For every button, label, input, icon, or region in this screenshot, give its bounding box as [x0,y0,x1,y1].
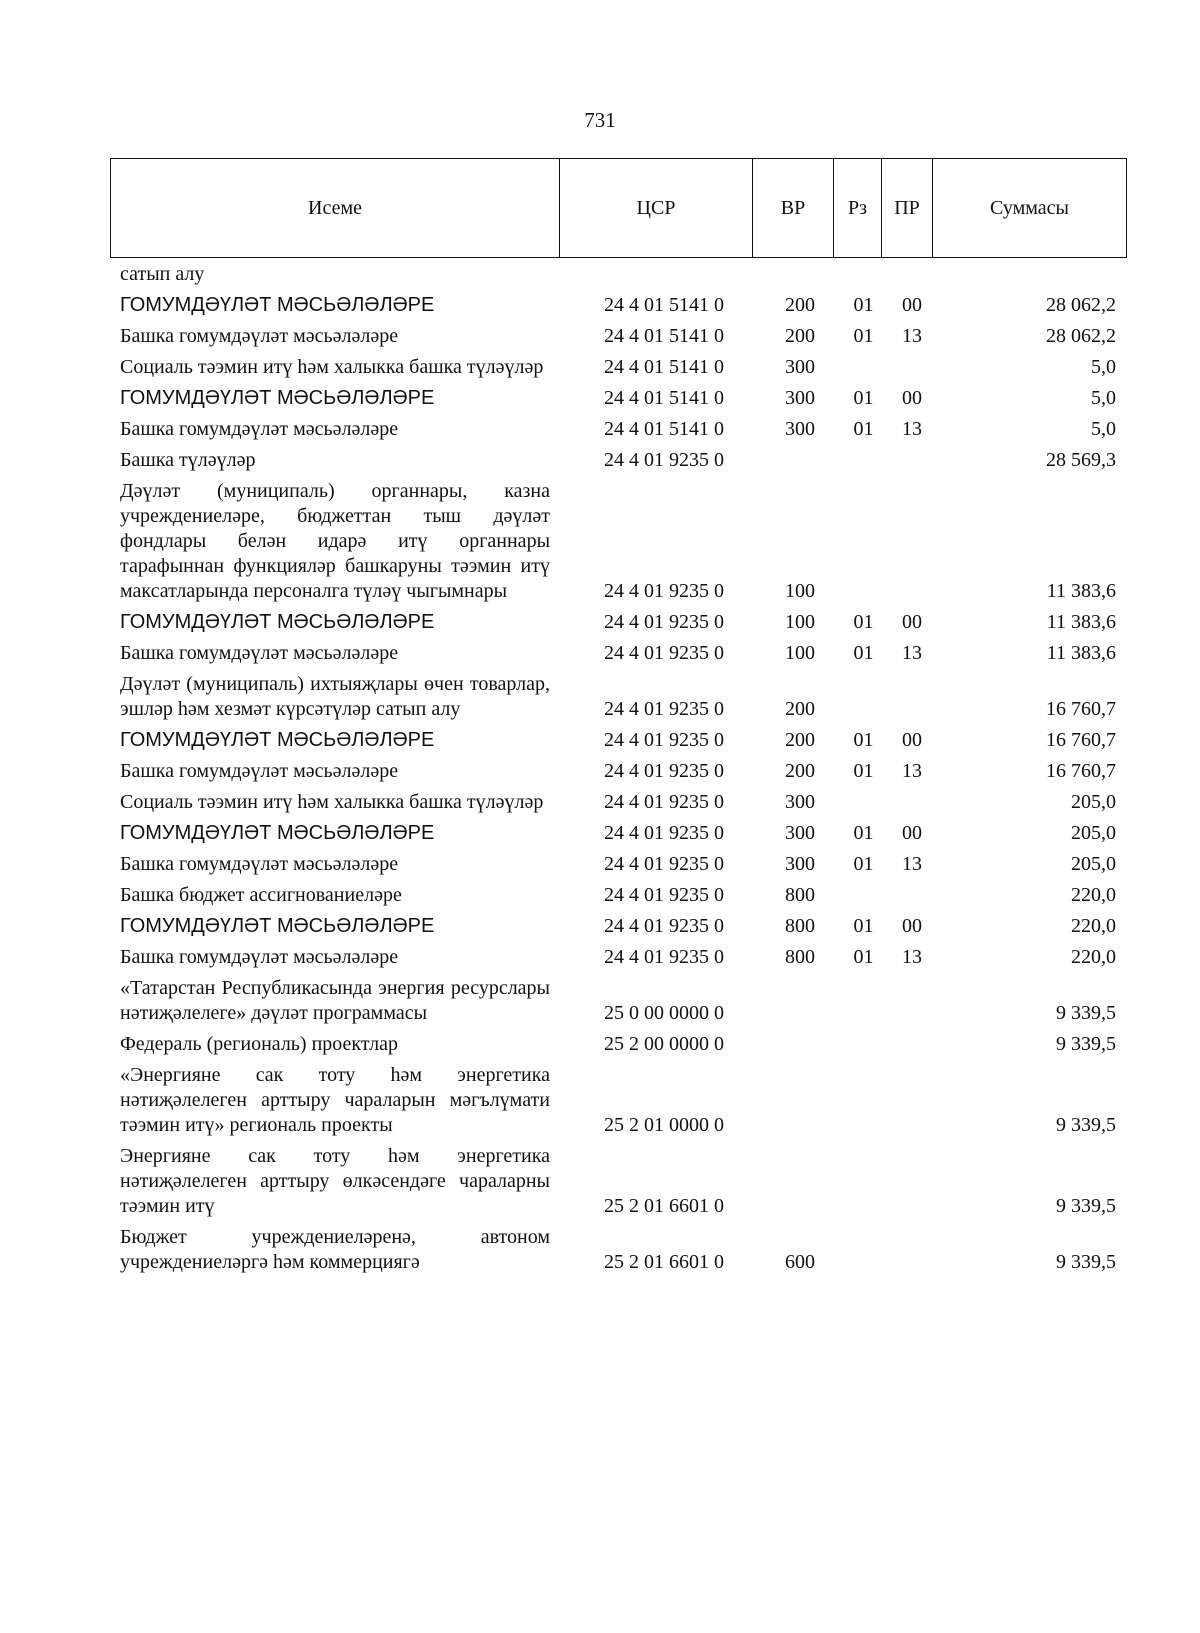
row-pr: 13 [902,853,922,875]
row-pr: 00 [902,822,922,844]
row-rz: 01 [853,642,874,664]
row-vr: 300 [785,356,815,378]
row-sum: 28 569,3 [1046,449,1116,471]
row-rz: 01 [853,946,874,968]
row-vr: 200 [785,294,815,316]
row-name: Башка гомумдәүләт мәсьәләләре [120,325,399,347]
row-sum: 11 383,6 [1046,611,1116,633]
budget-table-body [120,262,1116,1275]
row-name: ГОМУМДӘҮЛӘТ МӘСЬӘЛӘЛӘРЕ [120,915,435,937]
row-csr: 24 4 01 9235 0 [604,822,724,844]
row-sum: 9 339,5 [1056,1002,1116,1024]
table-row [120,355,1116,380]
table-row [120,1225,1116,1275]
row-vr: 300 [785,791,815,813]
row-sum: 9 339,5 [1056,1195,1116,1217]
row-csr: 24 4 01 9235 0 [604,884,724,906]
row-name: Энергияне сак тоту һәм энергетика нәтиҗәлелеген арттыру өлкәсендәге чараларны тәэмин итү [120,1145,550,1217]
row-pr: 13 [902,760,922,782]
table-row [120,293,1116,318]
table-row [120,479,1116,604]
row-csr: 24 4 01 5141 0 [604,387,724,409]
table-row [120,417,1116,442]
row-vr: 800 [785,946,815,968]
row-sum: 205,0 [1071,791,1116,813]
table-row [120,386,1116,411]
row-vr: 300 [785,822,815,844]
row-csr: 24 4 01 9235 0 [604,946,724,968]
row-vr: 100 [785,580,815,602]
row-vr: 200 [785,760,815,782]
table-row [120,976,1116,1026]
row-rz: 01 [853,853,874,875]
row-name: ГОМУМДӘҮЛӘТ МӘСЬӘЛӘЛӘРЕ [120,294,435,316]
row-csr: 24 4 01 5141 0 [604,294,724,316]
row-vr: 300 [785,418,815,440]
row-csr: 25 2 01 6601 0 [604,1195,724,1217]
row-sum: 9 339,5 [1056,1251,1116,1273]
row-vr: 300 [785,853,815,875]
row-name: сатып алу [120,263,205,285]
row-sum: 9 339,5 [1056,1114,1116,1136]
row-sum: 28 062,2 [1046,294,1116,316]
row-csr: 24 4 01 5141 0 [604,356,724,378]
row-sum: 220,0 [1071,884,1116,906]
row-csr: 24 4 01 9235 0 [604,698,724,720]
row-name: ГОМУМДӘҮЛӘТ МӘСЬӘЛӘЛӘРЕ [120,729,435,751]
row-pr: 13 [902,325,922,347]
row-csr: 24 4 01 9235 0 [604,729,724,751]
row-sum: 9 339,5 [1056,1033,1116,1055]
row-rz: 01 [853,294,874,316]
row-name: ГОМУМДӘҮЛӘТ МӘСЬӘЛӘЛӘРЕ [120,822,435,844]
row-name: Башка гомумдәүләт мәсьәләләре [120,418,399,440]
header-csr: ЦСР [560,159,753,258]
row-csr: 24 4 01 9235 0 [604,449,724,471]
row-csr: 24 4 01 9235 0 [604,791,724,813]
row-csr: 25 2 01 0000 0 [604,1114,724,1136]
row-pr: 13 [902,946,922,968]
row-sum: 220,0 [1071,946,1116,968]
row-name: «Энергияне сак тоту һәм энергетика нәтиҗәлелеген арттыру чараларын мәгълүмати тәэмин итү» региональ проекты [120,1064,550,1136]
table-row [120,610,1116,635]
row-name: Башка гомумдәүләт мәсьәләләре [120,642,399,664]
row-pr: 13 [902,418,922,440]
header-pr: ПР [882,159,933,258]
row-name: Башка гомумдәүләт мәсьәләләре [120,946,399,968]
row-csr: 24 4 01 9235 0 [604,580,724,602]
row-pr: 00 [902,915,922,937]
row-sum: 5,0 [1091,418,1116,440]
row-rz: 01 [853,611,874,633]
row-vr: 100 [785,642,815,664]
row-name: Дәүләт (муниципаль) ихтыяҗлары өчен товарлар, эшләр һәм хезмәт күрсәтүләр сатып алу [120,673,550,720]
row-rz: 01 [853,387,874,409]
row-name: Социаль тәэмин итү һәм халыкка башка түләүләр [120,356,544,378]
row-rz: 01 [853,822,874,844]
row-rz: 01 [853,760,874,782]
table-row [120,728,1116,753]
row-csr: 24 4 01 5141 0 [604,325,724,347]
row-vr: 200 [785,729,815,751]
row-sum: 5,0 [1091,387,1116,409]
table-row [120,672,1116,722]
row-rz: 01 [853,915,874,937]
row-sum: 11 383,6 [1046,642,1116,664]
row-csr: 25 0 00 0000 0 [604,1002,724,1024]
row-csr: 24 4 01 9235 0 [604,611,724,633]
table-row [120,448,1116,473]
row-sum: 220,0 [1071,915,1116,937]
row-name: ГОМУМДӘҮЛӘТ МӘСЬӘЛӘЛӘРЕ [120,611,435,633]
table-row [120,759,1116,784]
row-csr: 24 4 01 9235 0 [604,760,724,782]
row-name: Башка түләүләр [120,449,256,471]
row-sum: 16 760,7 [1046,698,1116,720]
table-row [120,1032,1116,1057]
row-sum: 11 383,6 [1046,580,1116,602]
header-name: Исеме [111,159,560,258]
row-sum: 205,0 [1071,822,1116,844]
row-sum: 28 062,2 [1046,325,1116,347]
row-sum: 16 760,7 [1046,729,1116,751]
row-csr: 24 4 01 9235 0 [604,642,724,664]
row-pr: 00 [902,387,922,409]
row-rz: 01 [853,325,874,347]
table-row [120,641,1116,666]
row-csr: 25 2 00 0000 0 [604,1033,724,1055]
table-row [120,821,1116,846]
table-row [120,914,1116,939]
row-csr: 24 4 01 5141 0 [604,418,724,440]
row-name: Дәүләт (муниципаль) органнары, казна учреждениеләре, бюджеттан тыш дәүләт фондлары белән идарә итү органнары тарафыннан функцияләр башкаруны тәэмин итү максатларында персоналга түләү чыгымнары [120,480,550,602]
row-csr: 24 4 01 9235 0 [604,853,724,875]
header-sum: Суммасы [933,159,1127,258]
row-name: «Татарстан Республикасында энергия ресурслары нәтиҗәлелеге» дәүләт программасы [120,977,550,1024]
row-rz: 01 [853,418,874,440]
header-vr: ВР [753,159,834,258]
row-csr: 25 2 01 6601 0 [604,1251,724,1273]
row-name: Федераль (региональ) проектлар [120,1033,398,1055]
row-sum: 5,0 [1091,356,1116,378]
row-name: Башка гомумдәүләт мәсьәләләре [120,853,399,875]
table-row [120,262,1116,287]
row-sum: 16 760,7 [1046,760,1116,782]
row-name: Социаль тәэмин итү һәм халыкка башка түләүләр [120,791,544,813]
row-vr: 800 [785,915,815,937]
row-csr: 24 4 01 9235 0 [604,915,724,937]
row-sum: 205,0 [1071,853,1116,875]
table-row [120,852,1116,877]
table-row [120,945,1116,970]
row-name: Башка гомумдәүләт мәсьәләләре [120,760,399,782]
row-vr: 100 [785,611,815,633]
header-rz: Рз [834,159,882,258]
page-number: 731 [584,108,616,132]
row-vr: 200 [785,698,815,720]
row-name: ГОМУМДӘҮЛӘТ МӘСЬӘЛӘЛӘРЕ [120,387,435,409]
row-name: Башка бюджет ассигнованиеләре [120,884,402,906]
row-vr: 300 [785,387,815,409]
row-pr: 00 [902,729,922,751]
table-row [120,790,1116,815]
row-vr: 800 [785,884,815,906]
table-row [120,1063,1116,1138]
row-rz: 01 [853,729,874,751]
row-pr: 00 [902,611,922,633]
table-header [110,158,1127,258]
row-name: Бюджет учреждениеләренә, автоном учреждениеләргә һәм коммерциягә [120,1226,550,1273]
row-pr: 00 [902,294,922,316]
table-row [120,1144,1116,1219]
row-vr: 200 [785,325,815,347]
table-row [120,883,1116,908]
row-pr: 13 [902,642,922,664]
row-vr: 600 [785,1251,815,1273]
table-row [120,324,1116,349]
